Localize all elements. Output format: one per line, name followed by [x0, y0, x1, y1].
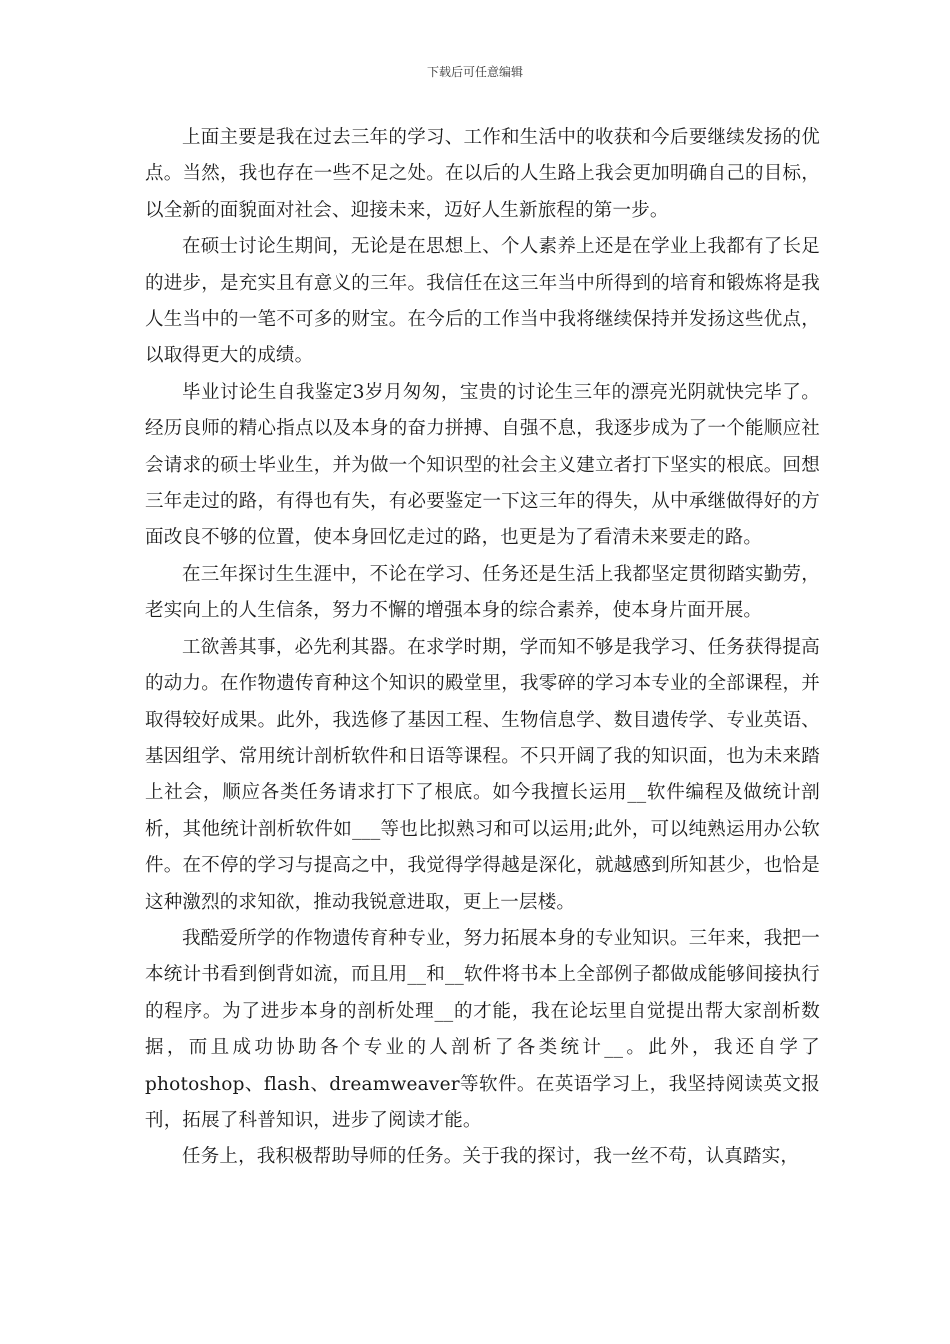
page-header: 下载后可任意编辑 [426, 65, 523, 79]
document-body [145, 120, 820, 1176]
paragraph: 工欲善其事，必先利其器。在求学时期，学而知不够是我学习、任务获得提高的动力。在作物遗传育种这个知识的殿堂里，我零碎的学习本专业的全部课程，并取得较好成果。此外，我选修了基因工程、生物信息学、数目遗传学、专业英语、基因组学、常用统计剖析软件和日语等课程。不只开阔了我的知识面，也为未来踏上社会，顺应各类任务请求打下了根底。如今我擅长运用__软件编程及做统计剖析，其他统计剖析软件如___等也比拟熟习和可以运用;此外，可以纯熟运用办公软件。在不停的学习与提高之中，我觉得学得越是深化，就越感到所知甚少，也恰是这种激烈的求知欲，推动我锐意进取，更上一层楼。 [145, 636, 820, 913]
paragraph: 在硕士讨论生期间，无论是在思想上、个人素养上还是在学业上我都有了长足的进步，是充实且有意义的三年。我信任在这三年当中所得到的培育和锻炼将是我人生当中的一笔不可多的财宝。在今后的工作当中我将继续保持并发扬这些优点，以取得更大的成绩。 [145, 236, 820, 367]
paragraph: 毕业讨论生自我鉴定3岁月匆匆，宝贵的讨论生三年的漂亮光阴就快完毕了。经历良师的精心指点以及本身的奋力拼搏、自强不息，我逐步成为了一个能顺应社会请求的硕士毕业生，并为做一个知识型的社会主义建立者打下坚实的根底。回想三年走过的路，有得也有失，有必要鉴定一下这三年的得失，从中承继做得好的方面改良不够的位置，使本身回忆走过的路，也更是为了看清未来要走的路。 [145, 381, 820, 549]
paragraph: 任务上，我积极帮助导师的任务。关于我的探讨，我一丝不苟，认真踏实， [182, 1146, 800, 1168]
paragraph: 在三年探讨生生涯中，不论在学习、任务还是生活上我都坚定贯彻踏实勤劳，老实向上的人生信条，努力不懈的增强本身的综合素养，使本身片面开展。 [145, 563, 820, 622]
paragraph: 上面主要是我在过去三年的学习、工作和生活中的收获和今后要继续发扬的优点。当然，我也存在一些不足之处。在以后的人生路上我会更加明确自己的目标，以全新的面貌面对社会、迎接未来，迈好人生新旅程的第一步。 [145, 127, 820, 221]
paragraph: 我酷爱所学的作物遗传育种专业，努力拓展本身的专业知识。三年来，我把一本统计书看到倒背如流，而且用__和__软件将书本上全部例子都做成能够间接执行的程序。为了进步本身的剖析处理__的才能，我在论坛里自觉提出帮大家剖析数据，而且成功协助各个专业的人剖析了各类统计__。此外，我还自学了photoshop、flash、dreamweaver等软件。在英语学习上，我坚持阅读英文报刊，拓展了科普知识，进步了阅读才能。 [145, 927, 820, 1131]
